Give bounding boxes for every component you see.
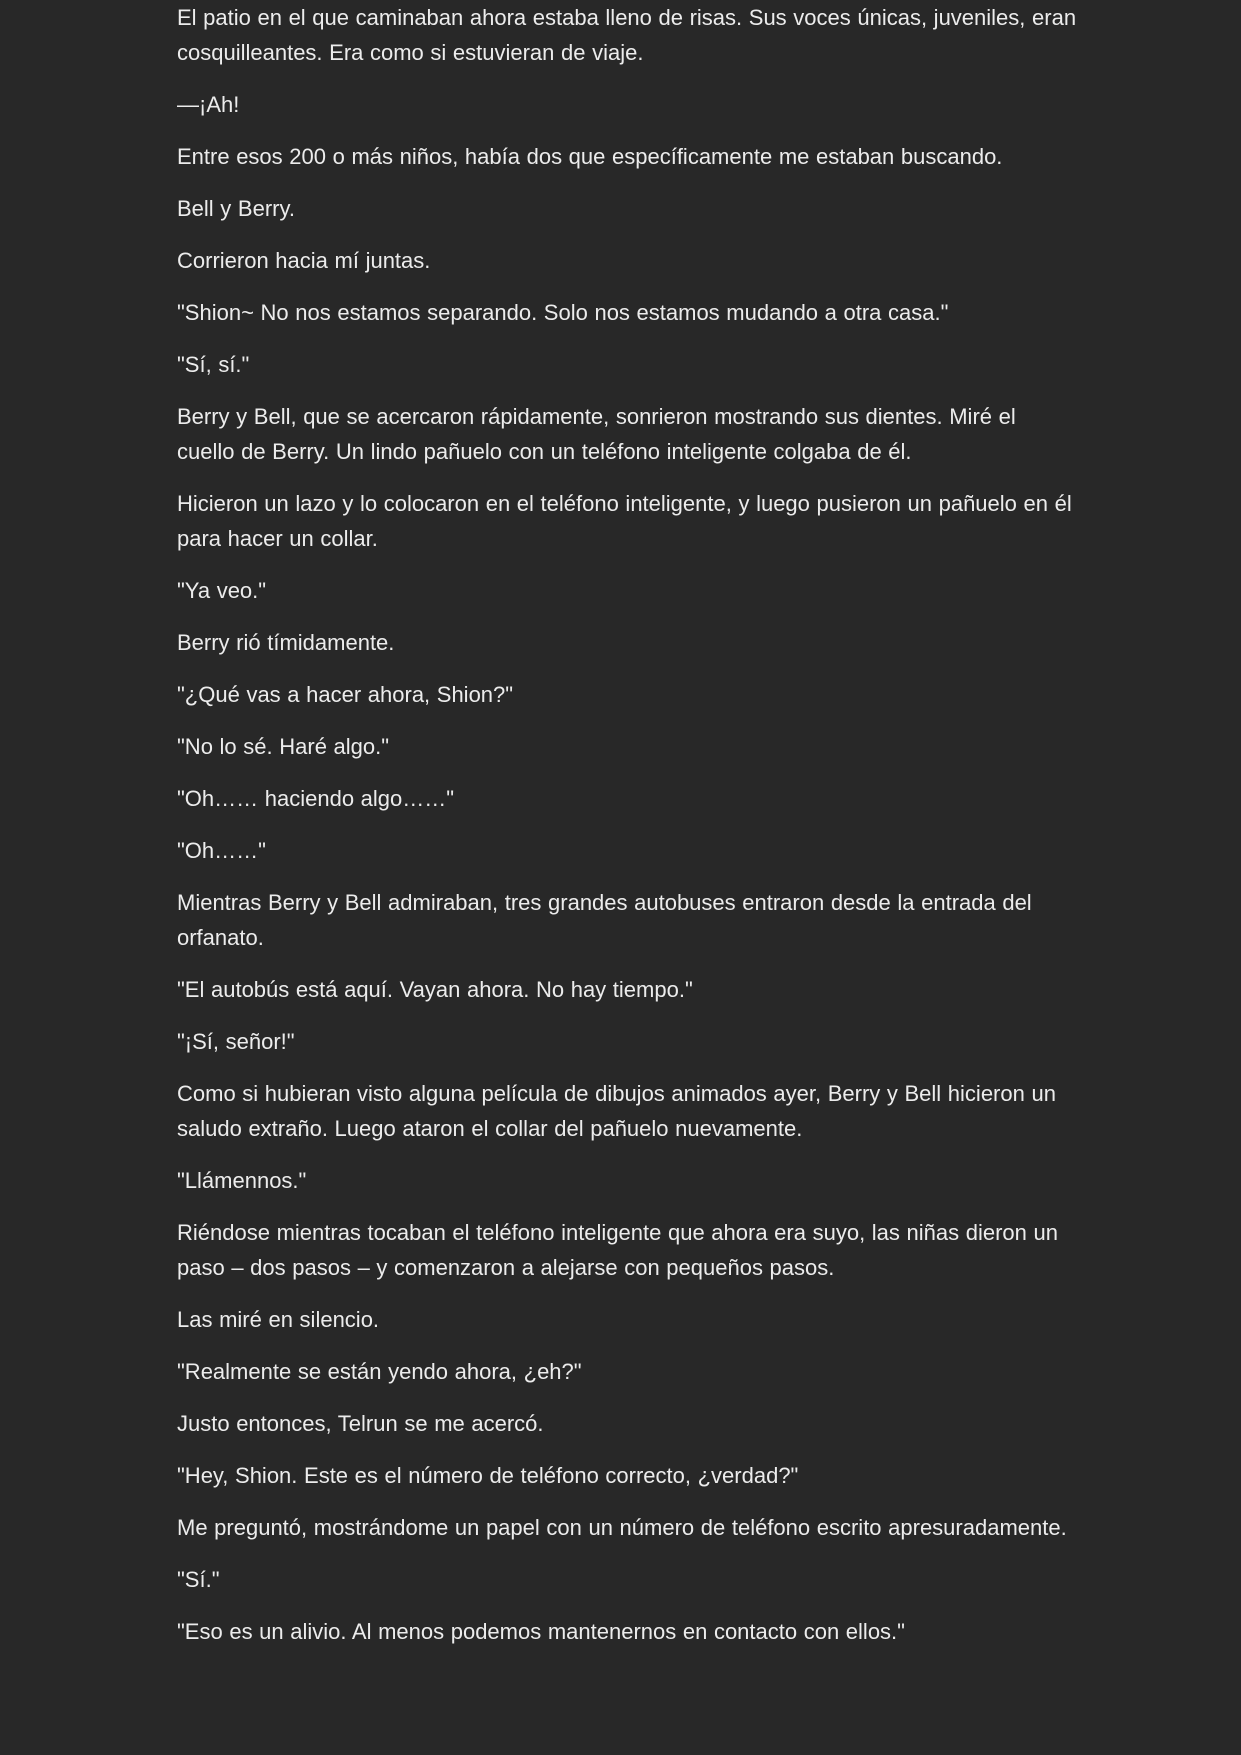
paragraph: Como si hubieran visto alguna película de dibujos animados ayer, Berry y Bell hicieron un saludo extraño. Luego ataron el collar del pañuelo nuevamente. [177,1081,1056,1141]
paragraph: Berry rió tímidamente. [177,630,395,655]
paragraph: Las miré en silencio. [177,1307,380,1332]
paragraph: Me preguntó, mostrándome un papel con un número de teléfono escrito apresuradamente. [177,1515,1067,1540]
paragraph: Justo entonces, Telrun se me acercó. [177,1411,544,1436]
paragraph: Bell y Berry. [177,196,295,221]
paragraph: "Ya veo." [177,578,267,603]
paragraph: "Shion~ No nos estamos separando. Solo nos estamos mudando a otra casa." [177,300,949,325]
paragraph: "Oh…… haciendo algo……" [177,786,455,811]
paragraph: El patio en el que caminaban ahora estaba lleno de risas. Sus voces únicas, juveniles, eran cosquilleantes. Era como si estuvieran de viaje. [177,5,1077,65]
paragraph: "¡Sí, señor!" [177,1029,295,1054]
paragraph: Hicieron un lazo y lo colocaron en el teléfono inteligente, y luego pusieron un pañuelo en él para hacer un collar. [177,491,1072,551]
paragraph: "Realmente se están yendo ahora, ¿eh?" [177,1359,582,1384]
paragraph: Entre esos 200 o más niños, había dos que específicamente me estaban buscando. [177,144,1003,169]
paragraph: —¡Ah! [177,92,240,117]
paragraph: "El autobús está aquí. Vayan ahora. No hay tiempo." [177,977,693,1002]
paragraph: "Llámennos." [177,1168,307,1193]
paragraph: "Eso es un alivio. Al menos podemos mantenernos en contacto con ellos." [177,1619,905,1644]
paragraph: "Hey, Shion. Este es el número de teléfono correcto, ¿verdad?" [177,1463,799,1488]
paragraph: "No lo sé. Haré algo." [177,734,390,759]
paragraph: "¿Qué vas a hacer ahora, Shion?" [177,682,514,707]
paragraph: "Sí, sí." [177,352,250,377]
paragraph: "Oh……" [177,838,266,863]
paragraph: Corrieron hacia mí juntas. [177,248,431,273]
reader-page [177,0,1077,1666]
paragraph: Berry y Bell, que se acercaron rápidamente, sonrieron mostrando sus dientes. Miré el cuello de Berry. Un lindo pañuelo con un teléfono inteligente colgaba de él. [177,404,1016,464]
paragraph: "Sí." [177,1567,220,1592]
paragraph: Riéndose mientras tocaban el teléfono inteligente que ahora era suyo, las niñas dieron un paso – dos pasos – y comenzaron a alejarse con pequeños pasos. [177,1220,1058,1280]
paragraph: Mientras Berry y Bell admiraban, tres grandes autobuses entraron desde la entrada del orfanato. [177,890,1032,950]
